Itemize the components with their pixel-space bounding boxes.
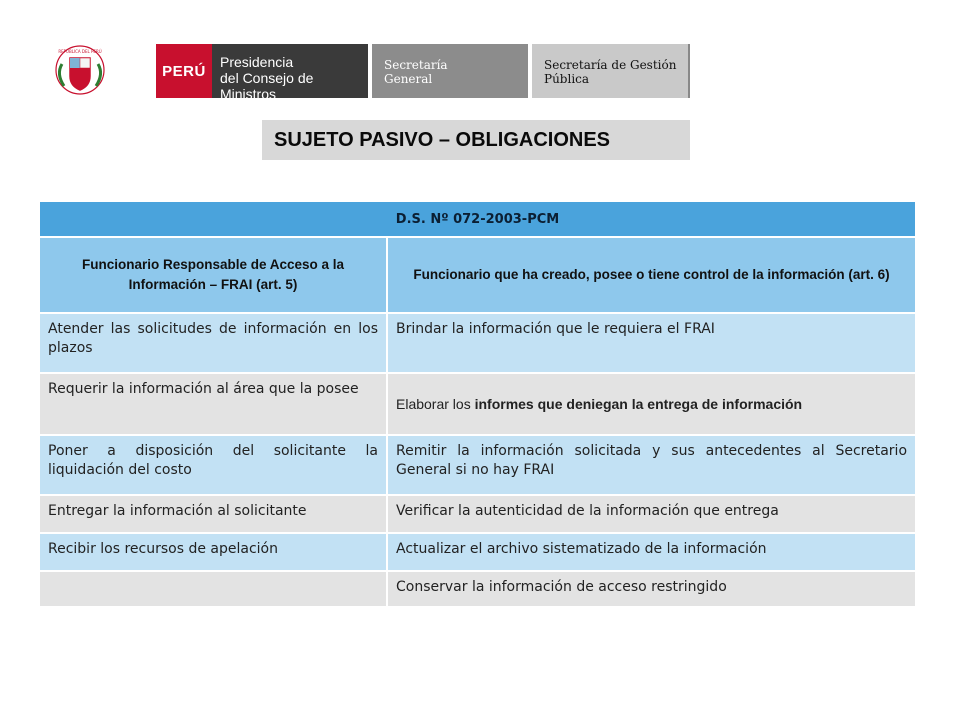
cell-left: Requerir la información al área que la posee <box>39 373 387 435</box>
cell-right-prefix: Elaborar los <box>396 395 475 412</box>
cell-right: Conservar la información de acceso restringido <box>387 571 916 607</box>
pcm-line2: del Consejo de Ministros <box>220 70 314 102</box>
table-header-row <box>39 237 916 313</box>
header-logos <box>52 44 677 102</box>
cell-right: Remitir la información solicitada y sus antecedentes al Secretario General si no hay FRAI <box>387 435 916 495</box>
cell-left: Atender las solicitudes de información en los plazos <box>39 313 387 373</box>
table-row <box>39 533 916 571</box>
page-title: SUJETO PASIVO – OBLIGACIONES <box>262 120 690 160</box>
table-row <box>39 495 916 533</box>
cell-left: Recibir los recursos de apelación <box>39 533 387 571</box>
secretaria-general-label <box>372 44 528 98</box>
sgp-line2: Pública <box>544 72 590 86</box>
sgp-line1: Secretaría de Gestión <box>544 58 677 72</box>
cell-left <box>39 571 387 607</box>
cell-right <box>387 373 916 435</box>
table-title-row <box>39 201 916 237</box>
obligations-table <box>38 200 917 608</box>
col-header-funcionario: Funcionario que ha creado, posee o tiene control de la información (art. 6) <box>387 237 916 313</box>
cell-left: Entregar la información al solicitante <box>39 495 387 533</box>
secretaria-gestion-publica-label <box>532 44 690 98</box>
cell-right: Brindar la información que le requiera el FRAI <box>387 313 916 373</box>
table-row <box>39 313 916 373</box>
peru-coat-of-arms-icon <box>52 44 108 98</box>
pcm-line1: Presidencia <box>220 54 294 70</box>
col-header-frai: Funcionario Responsable de Acceso a la Información – FRAI (art. 5) <box>39 237 387 313</box>
sg-line2: General <box>384 72 433 86</box>
cell-right: Verificar la autenticidad de la información que entrega <box>387 495 916 533</box>
table-row <box>39 373 916 435</box>
cell-right: Actualizar el archivo sistematizado de la información <box>387 533 916 571</box>
table-row <box>39 571 916 607</box>
table-title: D.S. Nº 072-2003-PCM <box>39 201 916 237</box>
shield-text: REPÚBLICA DEL PERÚ <box>58 49 102 54</box>
table-row <box>39 435 916 495</box>
peru-brand-label <box>156 44 212 98</box>
sg-line1: Secretaría <box>384 58 448 72</box>
cell-left: Poner a disposición del solicitante la liquidación del costo <box>39 435 387 495</box>
cell-right-bold: informes que deniegan la entrega de información <box>474 395 803 412</box>
pcm-brand-label <box>212 44 368 102</box>
peru-label: PERÚ <box>162 62 206 80</box>
